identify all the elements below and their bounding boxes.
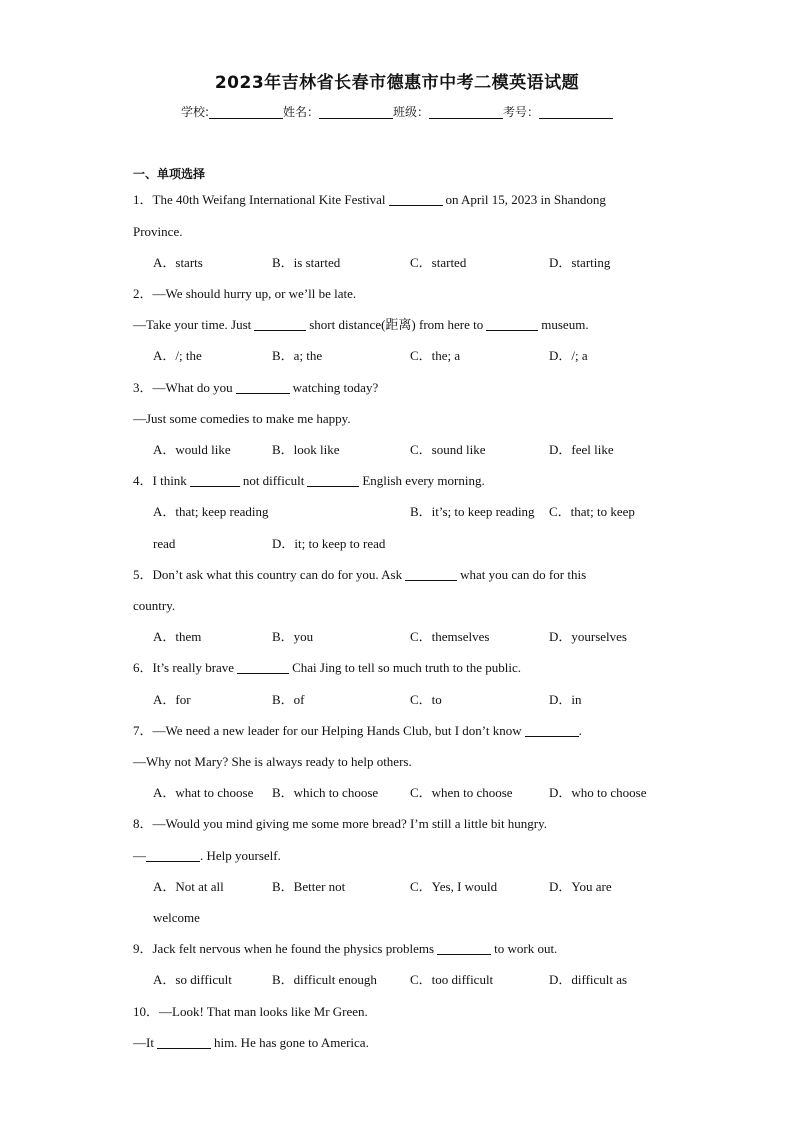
q4-option-c: C．that; to keep	[549, 504, 635, 519]
question-3-line-2: —Just some comedies to make me happy.	[133, 411, 351, 426]
q8-option-b: B．Better not	[272, 879, 346, 894]
q2-stem-part-3: museum.	[541, 317, 589, 332]
id-blank	[539, 105, 613, 119]
q4-option-c-continued: read	[153, 536, 176, 551]
question-7-line-2: —Why not Mary? She is always ready to help others.	[133, 754, 412, 769]
name-blank	[319, 105, 393, 119]
q9-option-c: C．too difficult	[410, 972, 494, 987]
q3-option-a: A．would like	[153, 442, 231, 457]
question-5-line-1	[133, 567, 586, 583]
q4-stem-part-2: not difficult	[242, 473, 305, 488]
q9-option-d: D．difficult as	[549, 972, 628, 987]
q5-option-d: D．yourselves	[549, 629, 627, 644]
q3-option-c: C．sound like	[410, 442, 486, 457]
q7-option-b: B．which to choose	[272, 785, 379, 800]
q2-option-b: B．a; the	[272, 348, 323, 363]
q3-stem-part-1: 3．—What do you	[133, 380, 233, 395]
q7-stem-part-2: .	[578, 723, 582, 738]
q9-stem-part-2: to work out.	[494, 941, 558, 956]
q5-option-c: C．themselves	[410, 629, 490, 644]
q10-blank	[157, 1036, 211, 1049]
q2-option-c: C．the; a	[410, 348, 461, 363]
q4-option-d: D．it; to keep to read	[272, 536, 386, 551]
school-label: 学校:	[180, 105, 209, 119]
q5-option-b: B．you	[272, 629, 314, 644]
q8-option-c: C．Yes, I would	[410, 879, 498, 894]
q4-blank-1	[190, 474, 240, 487]
q2-blank-1	[254, 318, 306, 331]
q6-option-a: A．for	[153, 692, 191, 707]
q5-stem-part-1: 5．Don’t ask what this country can do for you. Ask	[133, 567, 403, 582]
question-2-line-1: 2．—We should hurry up, or we’ll be late.	[133, 286, 357, 301]
q7-option-a: A．what to choose	[153, 785, 254, 800]
q2-stem-part-2: short distance(距离) from here to	[309, 317, 484, 332]
q2-option-d: D．/; a	[549, 348, 588, 363]
q6-stem-part-1: 6．It’s really brave	[133, 660, 235, 675]
q7-option-c: C．when to choose	[410, 785, 513, 800]
q1-option-b: B．is started	[272, 255, 341, 270]
q9-blank	[437, 942, 491, 955]
question-2-line-2	[133, 317, 589, 333]
q6-option-c: C．to	[410, 692, 442, 707]
q8-stem-part-1: —	[133, 848, 146, 863]
question-10-line-2	[133, 1035, 369, 1051]
q1-stem-part-2: on April 15, 2023 in Shandong	[445, 192, 606, 207]
q6-option-d: D．in	[549, 692, 582, 707]
q7-blank	[525, 724, 579, 737]
q9-option-a: A．so difficult	[153, 972, 232, 987]
q1-stem-part-1: 1．The 40th Weifang International Kite Festival	[133, 192, 386, 207]
q6-stem-part-2: Chai Jing to tell so much truth to the public.	[292, 660, 521, 675]
question-8-line-1: 8．—Would you mind giving me some more bread? I’m still a little bit hungry.	[133, 816, 548, 831]
q4-stem-part-3: English every morning.	[362, 473, 485, 488]
school-blank	[209, 105, 283, 119]
q2-option-a: A．/; the	[153, 348, 202, 363]
q4-option-a: A．that; keep reading	[153, 504, 269, 519]
q9-option-b: B．difficult enough	[272, 972, 377, 987]
question-7-line-1	[133, 723, 582, 739]
question-6-line-1	[133, 660, 521, 676]
q9-stem-part-1: 9．Jack felt nervous when he found the physics problems	[133, 941, 435, 956]
q4-stem-part-1: 4．I think	[133, 473, 187, 488]
q4-blank-2	[307, 474, 359, 487]
class-blank	[429, 105, 503, 119]
question-1-line-2: Province.	[133, 224, 183, 239]
exam-title: 2023年吉林省长春市德惠市中考二模英语试题	[214, 73, 580, 93]
q1-option-d: D．starting	[549, 255, 611, 270]
q4-option-b: B．it’s; to keep reading	[410, 504, 535, 519]
q6-option-b: B．of	[272, 692, 305, 707]
q8-option-d-continued: welcome	[153, 910, 200, 925]
q8-option-a: A．Not at all	[153, 879, 224, 894]
q10-stem-part-1: —It	[133, 1035, 154, 1050]
q3-stem-part-2: watching today?	[292, 380, 379, 395]
q3-option-b: B．look like	[272, 442, 340, 457]
q7-option-d: D．who to choose	[549, 785, 647, 800]
question-10-line-1: 10．—Look! That man looks like Mr Green.	[133, 1004, 368, 1019]
question-4-line-1	[133, 473, 485, 489]
q5-stem-part-2: what you can do for this	[460, 567, 587, 582]
name-label: 姓名：	[283, 105, 320, 119]
q1-option-a: A．starts	[153, 255, 203, 270]
question-3-line-1	[133, 380, 378, 396]
q1-option-c: C．started	[410, 255, 467, 270]
q8-option-d: D．You are	[549, 879, 612, 894]
q5-blank	[405, 568, 457, 581]
question-8-line-2	[133, 848, 281, 864]
class-label: 班级：	[393, 105, 430, 119]
q2-blank-2	[486, 318, 538, 331]
q2-stem-part-1: —Take your time. Just	[133, 317, 252, 332]
q5-option-a: A．them	[153, 629, 202, 644]
q1-blank	[389, 193, 443, 206]
q7-stem-part-1: 7．—We need a new leader for our Helping Hands Club, but I don’t know	[133, 723, 522, 738]
section-heading: 一、单项选择	[133, 167, 206, 181]
q10-stem-part-2: him. He has gone to America.	[213, 1035, 369, 1050]
q3-blank	[236, 381, 290, 394]
q3-option-d: D．feel like	[549, 442, 614, 457]
id-label: 考号：	[503, 105, 540, 119]
question-9-line-1	[133, 941, 557, 957]
q8-blank	[146, 849, 200, 862]
q6-blank	[237, 661, 289, 674]
student-info-row	[0, 103, 794, 120]
question-1-line-1	[133, 192, 606, 208]
q8-stem-part-2: . Help yourself.	[200, 848, 281, 863]
question-5-line-2: country.	[133, 598, 176, 613]
